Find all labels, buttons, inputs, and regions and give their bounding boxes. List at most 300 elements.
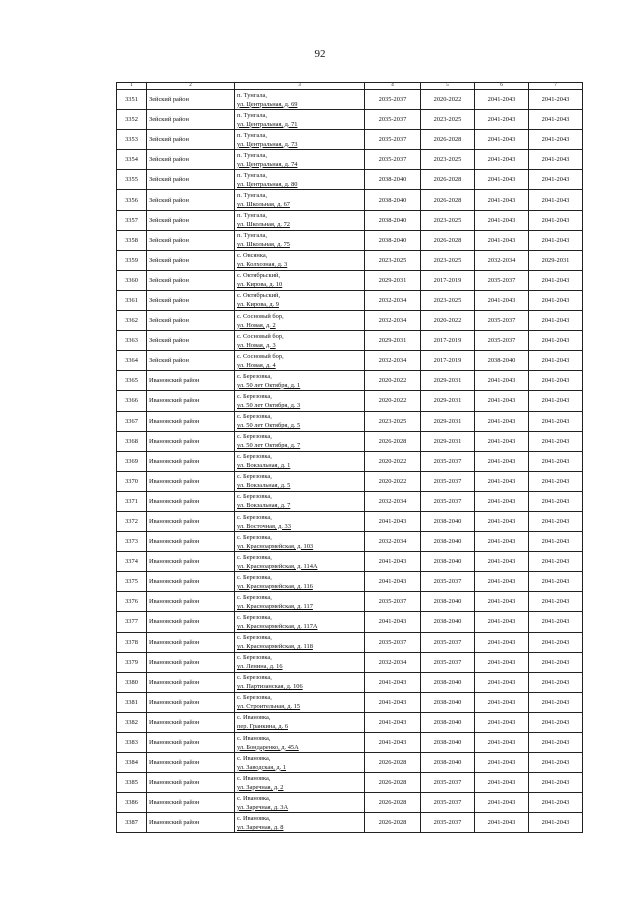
period-col7-cell: 2041-2043: [529, 753, 583, 773]
column-number-cell: 4: [365, 83, 421, 90]
table-row: [117, 451, 583, 471]
row-number-cell: 3381: [117, 692, 147, 712]
period-col7-cell: 2041-2043: [529, 391, 583, 411]
row-number-cell: 3376: [117, 592, 147, 612]
table-row: [117, 90, 583, 110]
address-line-street: ул. Колхозная, д. 3: [237, 261, 288, 269]
address-line-settlement: п. Тунгала,: [237, 171, 267, 179]
table-row: [117, 250, 583, 270]
period-col5-cell: 2035-2037: [421, 572, 475, 592]
period-col4-cell: 2029-2031: [365, 331, 421, 351]
period-col6-cell: 2041-2043: [475, 471, 529, 491]
period-col6-cell: 2041-2043: [475, 632, 529, 652]
period-col6-cell: 2041-2043: [475, 532, 529, 552]
table-row: [117, 552, 583, 572]
period-col5-cell: 2035-2037: [421, 451, 475, 471]
period-col4-cell: 2041-2043: [365, 733, 421, 753]
address-line-settlement: с. Березовка,: [237, 593, 272, 601]
address-line-street: ул. 50 лет Октября, д. 1: [237, 381, 301, 389]
table-row: [117, 210, 583, 230]
period-col7-cell: 2041-2043: [529, 552, 583, 572]
district-cell: Ивановский район: [147, 371, 235, 391]
address-line-street: ул. 50 лет Октября, д. 7: [237, 442, 301, 450]
address-line-street: ул. Бондаренко, д. 45А: [237, 743, 299, 751]
address-line-settlement: с. Сосновый бор,: [237, 352, 284, 360]
period-col6-cell: 2041-2043: [475, 90, 529, 110]
address-line-settlement: с. Березовка,: [237, 473, 272, 481]
district-cell: Ивановский район: [147, 612, 235, 632]
table-row: [117, 692, 583, 712]
address-line-settlement: с. Ивановка,: [237, 734, 271, 742]
period-col4-cell: 2035-2037: [365, 90, 421, 110]
row-number-cell: 3372: [117, 511, 147, 531]
row-number-cell: 3373: [117, 532, 147, 552]
period-col6-cell: 2041-2043: [475, 612, 529, 632]
row-number-cell: 3387: [117, 813, 147, 833]
column-number-cell: 7: [529, 83, 583, 90]
period-col6-cell: 2041-2043: [475, 552, 529, 572]
address-line-street: ул. Восточная, д. 33: [237, 522, 291, 530]
address-cell: [235, 753, 365, 773]
address-cell: [235, 90, 365, 110]
period-col4-cell: 2041-2043: [365, 712, 421, 732]
period-col7-cell: 2041-2043: [529, 532, 583, 552]
period-col5-cell: 2038-2040: [421, 592, 475, 612]
period-col4-cell: 2038-2040: [365, 230, 421, 250]
period-col5-cell: 2038-2040: [421, 532, 475, 552]
table-row: [117, 572, 583, 592]
address-line-settlement: с. Березовка,: [237, 573, 272, 581]
period-col7-cell: 2041-2043: [529, 793, 583, 813]
row-number-cell: 3360: [117, 270, 147, 290]
address-line-settlement: с. Березовка,: [237, 694, 272, 702]
period-col5-cell: 2035-2037: [421, 652, 475, 672]
period-col5-cell: 2035-2037: [421, 813, 475, 833]
row-number-cell: 3367: [117, 411, 147, 431]
table-body: [117, 83, 583, 833]
column-number-cell: 1: [117, 83, 147, 90]
address-cell: [235, 491, 365, 511]
period-col6-cell: 2041-2043: [475, 371, 529, 391]
address-cell: [235, 331, 365, 351]
period-col5-cell: 2026-2028: [421, 170, 475, 190]
address-line-street: ул. Школьная, д. 67: [237, 201, 290, 209]
address-line-settlement: с. Овсянка,: [237, 252, 268, 260]
period-col7-cell: 2041-2043: [529, 712, 583, 732]
address-line-street: ул. Заречная, д. 3А: [237, 803, 289, 811]
table-row: [117, 411, 583, 431]
row-number-cell: 3363: [117, 331, 147, 351]
period-col5-cell: 2038-2040: [421, 692, 475, 712]
row-number-cell: 3354: [117, 150, 147, 170]
address-line-street: ул. Красноармейская, д. 103: [237, 542, 314, 550]
address-cell: [235, 773, 365, 793]
period-col5-cell: 2035-2037: [421, 471, 475, 491]
row-number-cell: 3351: [117, 90, 147, 110]
table-row: [117, 471, 583, 491]
district-cell: Зейский район: [147, 130, 235, 150]
period-col4-cell: 2041-2043: [365, 511, 421, 531]
period-col4-cell: 2035-2037: [365, 150, 421, 170]
address-line-street: ул. Строительная, д. 15: [237, 703, 301, 711]
period-col4-cell: 2035-2037: [365, 632, 421, 652]
address-cell: [235, 190, 365, 210]
address-cell: [235, 471, 365, 491]
district-cell: Ивановский район: [147, 692, 235, 712]
address-line-street: пер. Гранкина, д. 6: [237, 723, 289, 731]
row-number-cell: 3379: [117, 652, 147, 672]
period-col5-cell: 2020-2022: [421, 311, 475, 331]
period-col4-cell: 2038-2040: [365, 210, 421, 230]
period-col7-cell: 2041-2043: [529, 451, 583, 471]
period-col6-cell: 2041-2043: [475, 712, 529, 732]
table-row: [117, 733, 583, 753]
period-col5-cell: 2038-2040: [421, 612, 475, 632]
period-col6-cell: 2041-2043: [475, 190, 529, 210]
period-col5-cell: 2020-2022: [421, 90, 475, 110]
table-row: [117, 170, 583, 190]
period-col4-cell: 2032-2034: [365, 652, 421, 672]
period-col6-cell: 2041-2043: [475, 592, 529, 612]
address-line-street: ул. Ленина, д. 16: [237, 663, 283, 671]
period-col5-cell: 2035-2037: [421, 793, 475, 813]
address-cell: [235, 672, 365, 692]
period-col7-cell: 2041-2043: [529, 411, 583, 431]
period-col6-cell: 2041-2043: [475, 672, 529, 692]
address-line-settlement: с. Березовка,: [237, 513, 272, 521]
address-line-settlement: с. Березовка,: [237, 372, 272, 380]
address-line-settlement: с. Березовка,: [237, 553, 272, 561]
address-line-settlement: с. Ивановка,: [237, 794, 271, 802]
period-col4-cell: 2032-2034: [365, 532, 421, 552]
address-line-settlement: п. Тунгала,: [237, 111, 267, 119]
address-line-street: ул. Вокзальная, д. 1: [237, 462, 291, 470]
column-number-cell: 5: [421, 83, 475, 90]
district-cell: Зейский район: [147, 210, 235, 230]
period-col5-cell: 2035-2037: [421, 773, 475, 793]
address-line-settlement: с. Березовка,: [237, 654, 272, 662]
district-cell: Ивановский район: [147, 572, 235, 592]
address-line-street: ул. Заводская, д. 1: [237, 763, 287, 771]
period-col4-cell: 2041-2043: [365, 572, 421, 592]
column-number-cell: 3: [235, 83, 365, 90]
district-cell: Ивановский район: [147, 652, 235, 672]
period-col6-cell: 2038-2040: [475, 351, 529, 371]
address-line-street: ул. Центральная, д. 71: [237, 120, 298, 128]
period-col6-cell: 2041-2043: [475, 170, 529, 190]
period-col4-cell: 2026-2028: [365, 431, 421, 451]
table-row: [117, 311, 583, 331]
address-line-street: ул. Школьная, д. 75: [237, 241, 290, 249]
address-line-settlement: с. Октябрьский,: [237, 292, 281, 300]
period-col6-cell: 2041-2043: [475, 451, 529, 471]
period-col5-cell: 2038-2040: [421, 672, 475, 692]
address-cell: [235, 170, 365, 190]
address-line-street: ул. Заречная, д. 2: [237, 783, 284, 791]
period-col7-cell: 2041-2043: [529, 471, 583, 491]
address-cell: [235, 733, 365, 753]
table-row: [117, 130, 583, 150]
period-col6-cell: 2041-2043: [475, 150, 529, 170]
district-cell: Зейский район: [147, 331, 235, 351]
period-col4-cell: 2020-2022: [365, 391, 421, 411]
period-col4-cell: 2035-2037: [365, 110, 421, 130]
period-col7-cell: 2041-2043: [529, 190, 583, 210]
table-row: [117, 753, 583, 773]
period-col6-cell: 2035-2037: [475, 331, 529, 351]
row-number-cell: 3382: [117, 712, 147, 732]
district-cell: Ивановский район: [147, 773, 235, 793]
district-cell: Зейский район: [147, 351, 235, 371]
address-line-settlement: с. Березовка,: [237, 634, 272, 642]
period-col6-cell: 2041-2043: [475, 753, 529, 773]
period-col6-cell: 2041-2043: [475, 130, 529, 150]
district-cell: Ивановский район: [147, 793, 235, 813]
table-row: [117, 511, 583, 531]
period-col5-cell: 2029-2031: [421, 431, 475, 451]
table-row: [117, 652, 583, 672]
row-number-cell: 3371: [117, 491, 147, 511]
address-line-settlement: с. Ивановка,: [237, 714, 271, 722]
period-col6-cell: 2041-2043: [475, 391, 529, 411]
period-col6-cell: 2032-2034: [475, 250, 529, 270]
period-col6-cell: 2041-2043: [475, 290, 529, 310]
period-col7-cell: 2041-2043: [529, 491, 583, 511]
address-line-street: ул. Красноармейская, д. 117: [237, 602, 313, 610]
period-col5-cell: 2038-2040: [421, 552, 475, 572]
address-line-street: ул. Кирова, д. 10: [237, 281, 283, 289]
period-col5-cell: 2029-2031: [421, 371, 475, 391]
district-cell: Зейский район: [147, 150, 235, 170]
district-cell: Зейский район: [147, 311, 235, 331]
district-cell: Ивановский район: [147, 672, 235, 692]
period-col7-cell: 2041-2043: [529, 592, 583, 612]
address-cell: [235, 612, 365, 632]
address-line-settlement: с. Ивановка,: [237, 774, 271, 782]
district-cell: Ивановский район: [147, 431, 235, 451]
district-cell: Зейский район: [147, 90, 235, 110]
address-cell: [235, 813, 365, 833]
address-cell: [235, 511, 365, 531]
address-line-settlement: с. Октябрьский,: [237, 272, 281, 280]
address-line-settlement: с. Березовка,: [237, 453, 272, 461]
period-col4-cell: 2020-2022: [365, 371, 421, 391]
address-cell: [235, 532, 365, 552]
district-cell: Зейский район: [147, 170, 235, 190]
district-cell: Ивановский район: [147, 471, 235, 491]
district-cell: Ивановский район: [147, 511, 235, 531]
address-line-street: ул. Кирова, д. 9: [237, 301, 279, 309]
column-number-row: [117, 83, 583, 90]
address-cell: [235, 451, 365, 471]
district-cell: Ивановский район: [147, 733, 235, 753]
period-col7-cell: 2041-2043: [529, 150, 583, 170]
table-row: [117, 532, 583, 552]
address-line-street: ул. Красноармейская, д. 118: [237, 643, 313, 651]
row-number-cell: 3374: [117, 552, 147, 572]
period-col7-cell: 2041-2043: [529, 773, 583, 793]
address-cell: [235, 250, 365, 270]
row-number-cell: 3364: [117, 351, 147, 371]
period-col6-cell: 2041-2043: [475, 652, 529, 672]
address-cell: [235, 592, 365, 612]
address-cell: [235, 572, 365, 592]
period-col4-cell: 2023-2025: [365, 411, 421, 431]
column-number-cell: 2: [147, 83, 235, 90]
address-cell: [235, 692, 365, 712]
period-col5-cell: 2023-2025: [421, 210, 475, 230]
row-number-cell: 3383: [117, 733, 147, 753]
column-number-cell: 6: [475, 83, 529, 90]
district-cell: Ивановский район: [147, 813, 235, 833]
district-cell: Зейский район: [147, 290, 235, 310]
address-line-street: ул. Новая, д. 3: [237, 341, 276, 349]
address-cell: [235, 130, 365, 150]
period-col4-cell: 2026-2028: [365, 793, 421, 813]
address-cell: [235, 712, 365, 732]
address-line-street: ул. Партизанская, д. 106: [237, 683, 303, 691]
row-number-cell: 3368: [117, 431, 147, 451]
district-cell: Ивановский район: [147, 753, 235, 773]
table-row: [117, 632, 583, 652]
address-line-settlement: с. Ивановка,: [237, 814, 271, 822]
period-col5-cell: 2026-2028: [421, 130, 475, 150]
address-line-settlement: с. Березовка,: [237, 493, 272, 501]
district-cell: Ивановский район: [147, 592, 235, 612]
period-col6-cell: 2041-2043: [475, 793, 529, 813]
period-col5-cell: 2038-2040: [421, 511, 475, 531]
period-col5-cell: 2029-2031: [421, 411, 475, 431]
period-col4-cell: 2020-2022: [365, 451, 421, 471]
row-number-cell: 3384: [117, 753, 147, 773]
table-row: [117, 773, 583, 793]
address-line-street: ул. Красноармейская, д. 116: [237, 582, 313, 590]
row-number-cell: 3356: [117, 190, 147, 210]
row-number-cell: 3375: [117, 572, 147, 592]
address-cell: [235, 371, 365, 391]
period-col5-cell: 2035-2037: [421, 491, 475, 511]
address-line-street: ул. Новая, д. 2: [237, 321, 276, 329]
period-col5-cell: 2023-2025: [421, 110, 475, 130]
row-number-cell: 3359: [117, 250, 147, 270]
address-line-settlement: п. Тунгала,: [237, 91, 267, 99]
period-col6-cell: 2041-2043: [475, 572, 529, 592]
address-line-settlement: с. Сосновый бор,: [237, 332, 284, 340]
period-col7-cell: 2041-2043: [529, 632, 583, 652]
district-cell: Ивановский район: [147, 451, 235, 471]
row-number-cell: 3357: [117, 210, 147, 230]
period-col7-cell: 2041-2043: [529, 130, 583, 150]
period-col4-cell: 2038-2040: [365, 190, 421, 210]
period-col4-cell: 2020-2022: [365, 471, 421, 491]
address-line-settlement: с. Березовка,: [237, 392, 272, 400]
address-line-settlement: п. Тунгала,: [237, 212, 267, 220]
table-row: [117, 793, 583, 813]
table-row: [117, 371, 583, 391]
row-number-cell: 3378: [117, 632, 147, 652]
table-row: [117, 331, 583, 351]
period-col6-cell: 2041-2043: [475, 431, 529, 451]
district-cell: Ивановский район: [147, 632, 235, 652]
period-col7-cell: 2041-2043: [529, 110, 583, 130]
address-cell: [235, 290, 365, 310]
period-col7-cell: 2041-2043: [529, 672, 583, 692]
table-row: [117, 672, 583, 692]
address-cell: [235, 652, 365, 672]
row-number-cell: 3352: [117, 110, 147, 130]
period-col4-cell: 2035-2037: [365, 130, 421, 150]
period-col4-cell: 2041-2043: [365, 692, 421, 712]
address-cell: [235, 351, 365, 371]
address-cell: [235, 230, 365, 250]
table-row: [117, 592, 583, 612]
table-row: [117, 813, 583, 833]
period-col4-cell: 2038-2040: [365, 170, 421, 190]
address-line-street: ул. 50 лет Октября, д. 3: [237, 401, 301, 409]
table-row: [117, 391, 583, 411]
period-col6-cell: 2041-2043: [475, 411, 529, 431]
period-col7-cell: 2041-2043: [529, 351, 583, 371]
period-col4-cell: 2032-2034: [365, 351, 421, 371]
address-line-settlement: с. Березовка,: [237, 413, 272, 421]
period-col6-cell: 2041-2043: [475, 110, 529, 130]
period-col7-cell: 2041-2043: [529, 511, 583, 531]
address-line-street: ул. Красноармейская, д. 117А: [237, 622, 318, 630]
period-col6-cell: 2041-2043: [475, 491, 529, 511]
district-cell: Ивановский район: [147, 411, 235, 431]
table-row: [117, 431, 583, 451]
address-cell: [235, 150, 365, 170]
period-col5-cell: 2038-2040: [421, 712, 475, 732]
row-number-cell: 3362: [117, 311, 147, 331]
address-cell: [235, 270, 365, 290]
period-col5-cell: 2023-2025: [421, 250, 475, 270]
period-col7-cell: 2041-2043: [529, 230, 583, 250]
address-cell: [235, 793, 365, 813]
period-col6-cell: 2035-2037: [475, 311, 529, 331]
period-col7-cell: 2041-2043: [529, 733, 583, 753]
address-line-settlement: с. Березовка,: [237, 433, 272, 441]
address-cell: [235, 552, 365, 572]
housing-repair-schedule-table: [116, 82, 583, 833]
period-col5-cell: 2017-2019: [421, 331, 475, 351]
period-col5-cell: 2038-2040: [421, 733, 475, 753]
period-col6-cell: 2041-2043: [475, 230, 529, 250]
period-col7-cell: 2041-2043: [529, 311, 583, 331]
period-col4-cell: 2032-2034: [365, 290, 421, 310]
row-number-cell: 3358: [117, 230, 147, 250]
district-cell: Зейский район: [147, 250, 235, 270]
address-line-settlement: с. Сосновый бор,: [237, 312, 284, 320]
period-col5-cell: 2038-2040: [421, 753, 475, 773]
table-row: [117, 612, 583, 632]
period-col5-cell: 2026-2028: [421, 230, 475, 250]
period-col5-cell: 2029-2031: [421, 391, 475, 411]
period-col4-cell: 2026-2028: [365, 773, 421, 793]
period-col7-cell: 2041-2043: [529, 270, 583, 290]
period-col7-cell: 2041-2043: [529, 813, 583, 833]
table-row: [117, 270, 583, 290]
address-line-street: ул. Красноармейская, д. 114А: [237, 562, 318, 570]
address-line-street: ул. Центральная, д. 74: [237, 160, 298, 168]
period-col4-cell: 2035-2037: [365, 592, 421, 612]
period-col7-cell: 2041-2043: [529, 210, 583, 230]
table-row: [117, 351, 583, 371]
period-col4-cell: 2029-2031: [365, 270, 421, 290]
period-col6-cell: 2035-2037: [475, 270, 529, 290]
period-col4-cell: 2032-2034: [365, 311, 421, 331]
row-number-cell: 3369: [117, 451, 147, 471]
